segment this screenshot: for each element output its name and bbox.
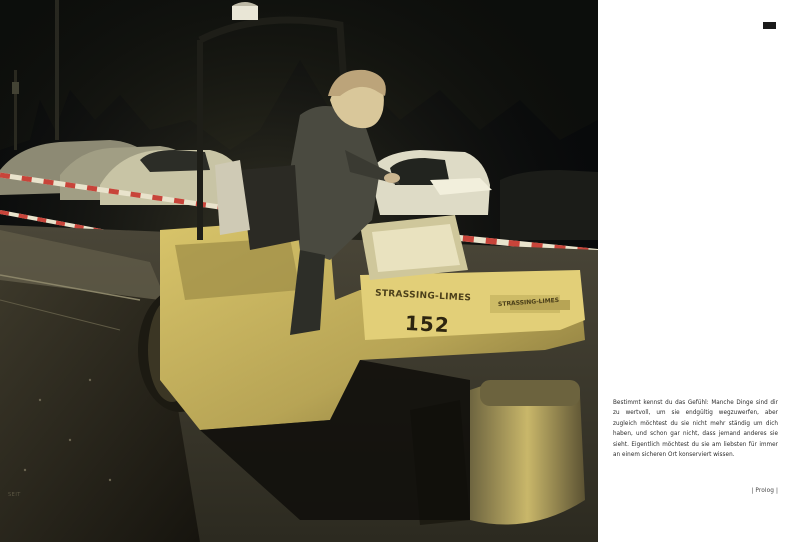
roller-side-brand-label: STRASSING-LIMES: [497, 296, 560, 309]
text-page: [598, 0, 800, 542]
prologue-paragraph: Bestimmt kennst du das Gefühl: Manche Dinge sind dir zu wertvoll, um sie endgültig wegzuwerfen, aber zugleich möchtest du sie nicht mehr ständig um dich haben, und schon gar nicht, dass jemand anderes sie sieht. Eigentlich möchtest du sie am liebsten für immer an einem sicheren Ort konserviert wissen.: [613, 399, 778, 459]
page-marker: [763, 22, 776, 29]
photo-corner-mark: SEIT: [8, 492, 21, 498]
roller-number-label: 152: [404, 310, 451, 338]
section-label: | Prolog |: [751, 488, 778, 494]
roller-brand-label: STRASSING-LIMES: [374, 288, 472, 304]
